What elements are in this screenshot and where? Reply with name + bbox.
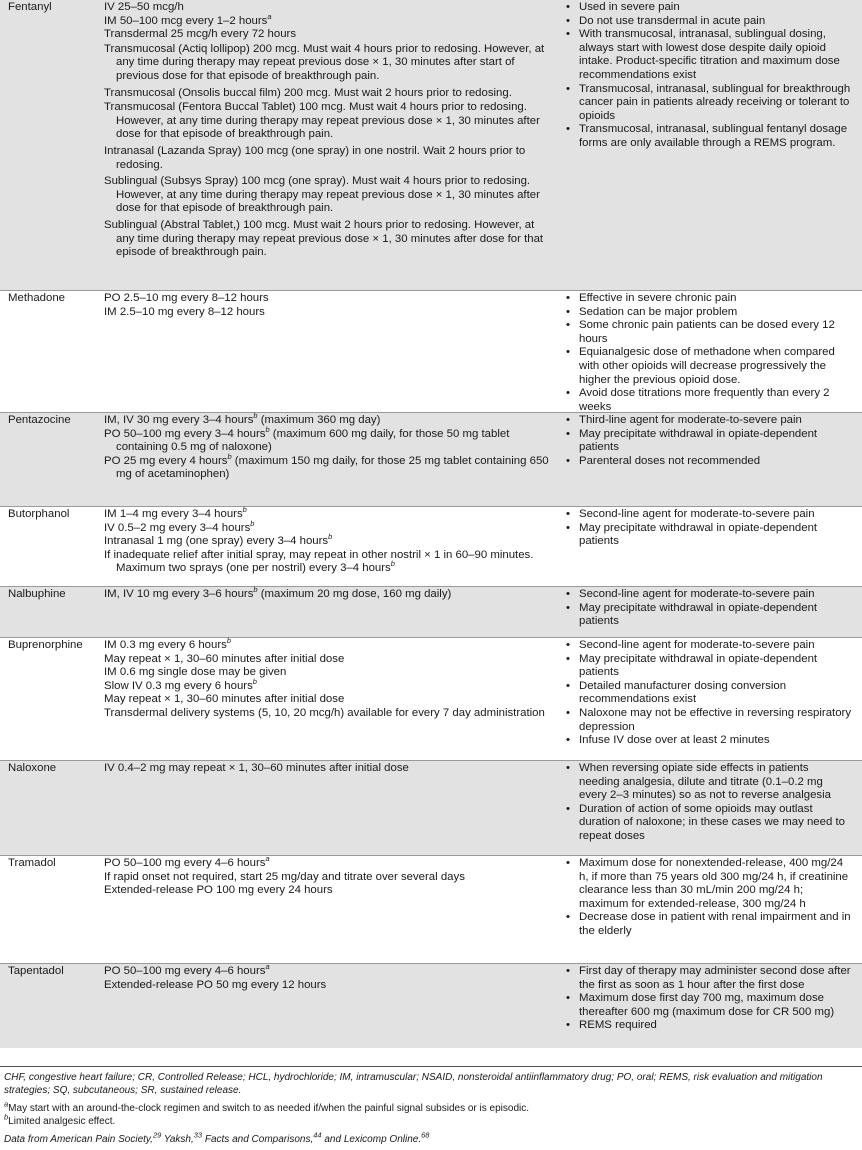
list-item: • First day of therapy may administer second dose after the first as soon as 1 hour after the first dose — [564, 965, 852, 992]
dosing-cell: IM 1–4 mg every 3–4 hours$^b$ IV 0.5–2 mg every 3–4 hours$^b$ Intranasal 1 mg (one spray) every 3–4 hours$^b$ If inadequate relief after initial spray, may repeat in other nostril × 1 in 60–90 minutes. Maximum two sprays (one per nostril) every 3–4 hours$^b$ — [104, 505, 534, 575]
drug-name: Pentazocine — [8, 414, 71, 426]
list-item: • Transmucosal, intranasal, sublingual for breakthrough cancer pain in patients already receiving or tolerant to opioids — [564, 83, 852, 124]
drug-name: Fentanyl — [8, 1, 52, 13]
notes-cell — [554, 762, 852, 855]
list-item: • Decrease dose in patient with renal impairment and in the elderly — [564, 911, 852, 938]
notes-cell — [554, 857, 852, 963]
footer-divider — [0, 1066, 862, 1067]
list-item: • When reversing opiate side effects in patients needing analgesia, dilute and titrate (0.1–0.2 mg every 2–3 minutes) so as not to reverse analgesia — [564, 762, 852, 803]
table-row — [0, 291, 862, 413]
list-item: • Infuse IV dose over at least 2 minutes — [564, 734, 852, 748]
list-item: • Duration of action of some opioids may outlast duration of naloxone; in these cases we may need to repeat doses — [564, 803, 852, 844]
dosing-cell: IM, IV 30 mg every 3–4 hours$^b$ (maximum 360 mg day) PO 50–100 mg every 3–4 hours$^b$ (maximum 600 mg daily, for those 50 mg tablet containing 0.5 mg of naloxone) PO 25 mg every 4 hours$^b$ (maximum 150 mg daily, for those 25 mg tablet containing 650 mg of acetaminophen) — [104, 411, 549, 481]
list-item: • Used in severe pain — [564, 1, 852, 15]
list-item: • Second-line agent for moderate-to-severe pain — [564, 508, 852, 522]
list-item: • May precipitate withdrawal in opiate-dependent patients — [564, 522, 852, 549]
list-item: • Third-line agent for moderate-to-severe pain — [564, 414, 852, 428]
drug-name: Tapentadol — [8, 965, 64, 977]
dosing-cell: IV 25–50 mcg/h IM 50–100 mcg every 1–2 hours$^a$ Transdermal 25 mcg/h every 72 hours Transmucosal (Actiq lollipop) 200 mcg. Must wait 4 hours prior to redosing. However, at any time during therapy may repeat previous dose × 1, 30 minutes after start of previous dose for that episode of breakthrough pain. Transmucosal (Onsolis buccal film) 200 mcg. Must wait 2 hours prior to redosing. Transmucosal (Fentora Buccal Tablet) 100 mcg. Must wait 4 hours prior to redosing. However, at any time during therapy may repeat previous dose × 1, 30 minutes after dose for that episode of breakthrough pain. Intranasal (Lazanda Spray) 100 mcg (one spray) in one nostril. Wait 2 hours prior to redosing. Sublingual (Subsys Spray) 100 mcg (one spray). Must wait 4 hours prior to redosing. However, at any time during therapy may repeat previous dose × 1, 30 minutes after dose for that episode of breakthrough pain. Sublingual (Abstral Tablet,) 100 mcg. Must wait 2 hours prior to redosing. However, at any time during therapy may repeat previous dose × 1, 30 minutes after dose for that episode of breakthrough pain. — [104, 1, 545, 259]
drug-name: Buprenorphine — [8, 639, 83, 651]
notes-cell — [554, 508, 852, 586]
list-item: • Maximum dose for nonextended-release, 400 mg/24 h, if more than 75 years old 300 mg/24 h, if creatinine clearance less than 30 mL/min 200 mg/24 h; maximum for extended-release, 300 mg/24 h — [564, 857, 852, 911]
table-row — [0, 856, 862, 964]
table-row — [0, 507, 862, 587]
list-item: • Avoid dose titrations more frequently than every 2 weeks — [564, 387, 852, 414]
list-item: • May precipitate withdrawal in opiate-dependent patients — [564, 653, 852, 680]
notes-cell — [554, 588, 852, 637]
list-item: • Detailed manufacturer dosing conversion recommendations exist — [564, 680, 852, 707]
table-row — [0, 964, 862, 1048]
list-item: • Some chronic pain patients can be dosed every 12 hours — [564, 319, 852, 346]
footnote-b: $^b$Limited analgesic effect. — [4, 1112, 116, 1127]
list-item: • Maximum dose first day 700 mg, maximum dose thereafter 600 mg (maximum dose for CR 500 mg) — [564, 992, 852, 1019]
drug-name: Nalbuphine — [8, 588, 66, 600]
drug-name: Naloxone — [8, 762, 57, 774]
list-item: • Second-line agent for moderate-to-severe pain — [564, 588, 852, 602]
dosing-cell: IV 0.4–2 mg may repeat × 1, 30–60 minutes after initial dose — [104, 762, 409, 774]
table-row — [0, 413, 862, 507]
drug-name: Butorphanol — [8, 508, 70, 520]
dosing-cell: PO 2.5–10 mg every 8–12 hours IM 2.5–10 mg every 8–12 hours — [104, 292, 269, 318]
data-sources: Data from American Pain Society,$^{29}$ Yaksh,$^{33}$ Facts and Comparisons,$^{44}$ and Lexicomp Online.$^{68}$ — [4, 1130, 430, 1145]
list-item: • Second-line agent for moderate-to-severe pain — [564, 639, 852, 653]
list-item: • Transmucosal, intranasal, sublingual fentanyl dosage forms are only available through a REMS program. — [564, 123, 852, 150]
footnote-a: $^a$May start with an around-the-clock regimen and switch to as needed if/when the painful signal subsides or is episodic. — [4, 1099, 530, 1114]
drug-name: Methadone — [8, 292, 65, 304]
notes-cell — [554, 965, 852, 1048]
footnote-a-marker: a — [267, 11, 272, 21]
list-item: • Sedation can be major problem — [564, 306, 852, 320]
list-item: • REMS required — [564, 1019, 852, 1033]
list-item: • May precipitate withdrawal in opiate-dependent patients — [564, 602, 852, 629]
list-item: • Equianalgesic dose of methadone when compared with other opioids will decrease progressively the higher the previous opioid dose. — [564, 346, 852, 387]
list-item: • With transmucosal, intranasal, sublingual dosing, always start with lowest dose despite daily opioid intake. Product-specific titration and maximum dose recommendations exist — [564, 28, 852, 82]
dosing-cell: IM 0.3 mg every 6 hours$^b$ May repeat × 1, 30–60 minutes after initial dose IM 0.6 mg single dose may be given Slow IV 0.3 mg every 6 hours$^b$ May repeat × 1, 30–60 minutes after initial dose Transdermal delivery systems (5, 10, 20 mcg/h) available for every 7 day administration — [104, 636, 545, 719]
list-item: • Do not use transdermal in acute pain — [564, 15, 852, 29]
table-footnotes — [0, 1066, 862, 1146]
table-row — [0, 638, 862, 761]
abbreviations-note: CHF, congestive heart failure; CR, Controlled Release; HCL, hydrochloride; IM, intramuscular; NSAID, nonsteroidal antiinflammatory drug; PO, oral; REMS, risk evaluation and mitigation strategies; SQ, subcutaneous; SR, sustained release. — [4, 1072, 823, 1096]
dosing-cell: PO 50–100 mg every 4–6 hours$^a$ If rapid onset not required, start 25 mg/day and titrate over several days Extended-release PO 100 mg every 24 hours — [104, 854, 465, 897]
notes-cell — [554, 639, 852, 760]
table-row — [0, 587, 862, 638]
list-item: • May precipitate withdrawal in opiate-dependent patients — [564, 428, 852, 455]
notes-cell — [554, 414, 852, 506]
table-row — [0, 0, 862, 291]
list-item: • Parenteral doses not recommended — [564, 455, 852, 469]
list-item: • Naloxone may not be effective in reversing respiratory depression — [564, 707, 852, 734]
dosing-cell: IM, IV 10 mg every 3–6 hours$^b$ (maximum 20 mg dose, 160 mg daily) — [104, 585, 452, 600]
notes-cell — [554, 1, 852, 290]
table-row — [0, 761, 862, 856]
dosing-cell: PO 50–100 mg every 4–6 hours$^a$ Extended-release PO 50 mg every 12 hours — [104, 962, 327, 991]
drug-name: Tramadol — [8, 857, 56, 869]
notes-cell — [554, 292, 852, 412]
list-item: • Effective in severe chronic pain — [564, 292, 852, 306]
